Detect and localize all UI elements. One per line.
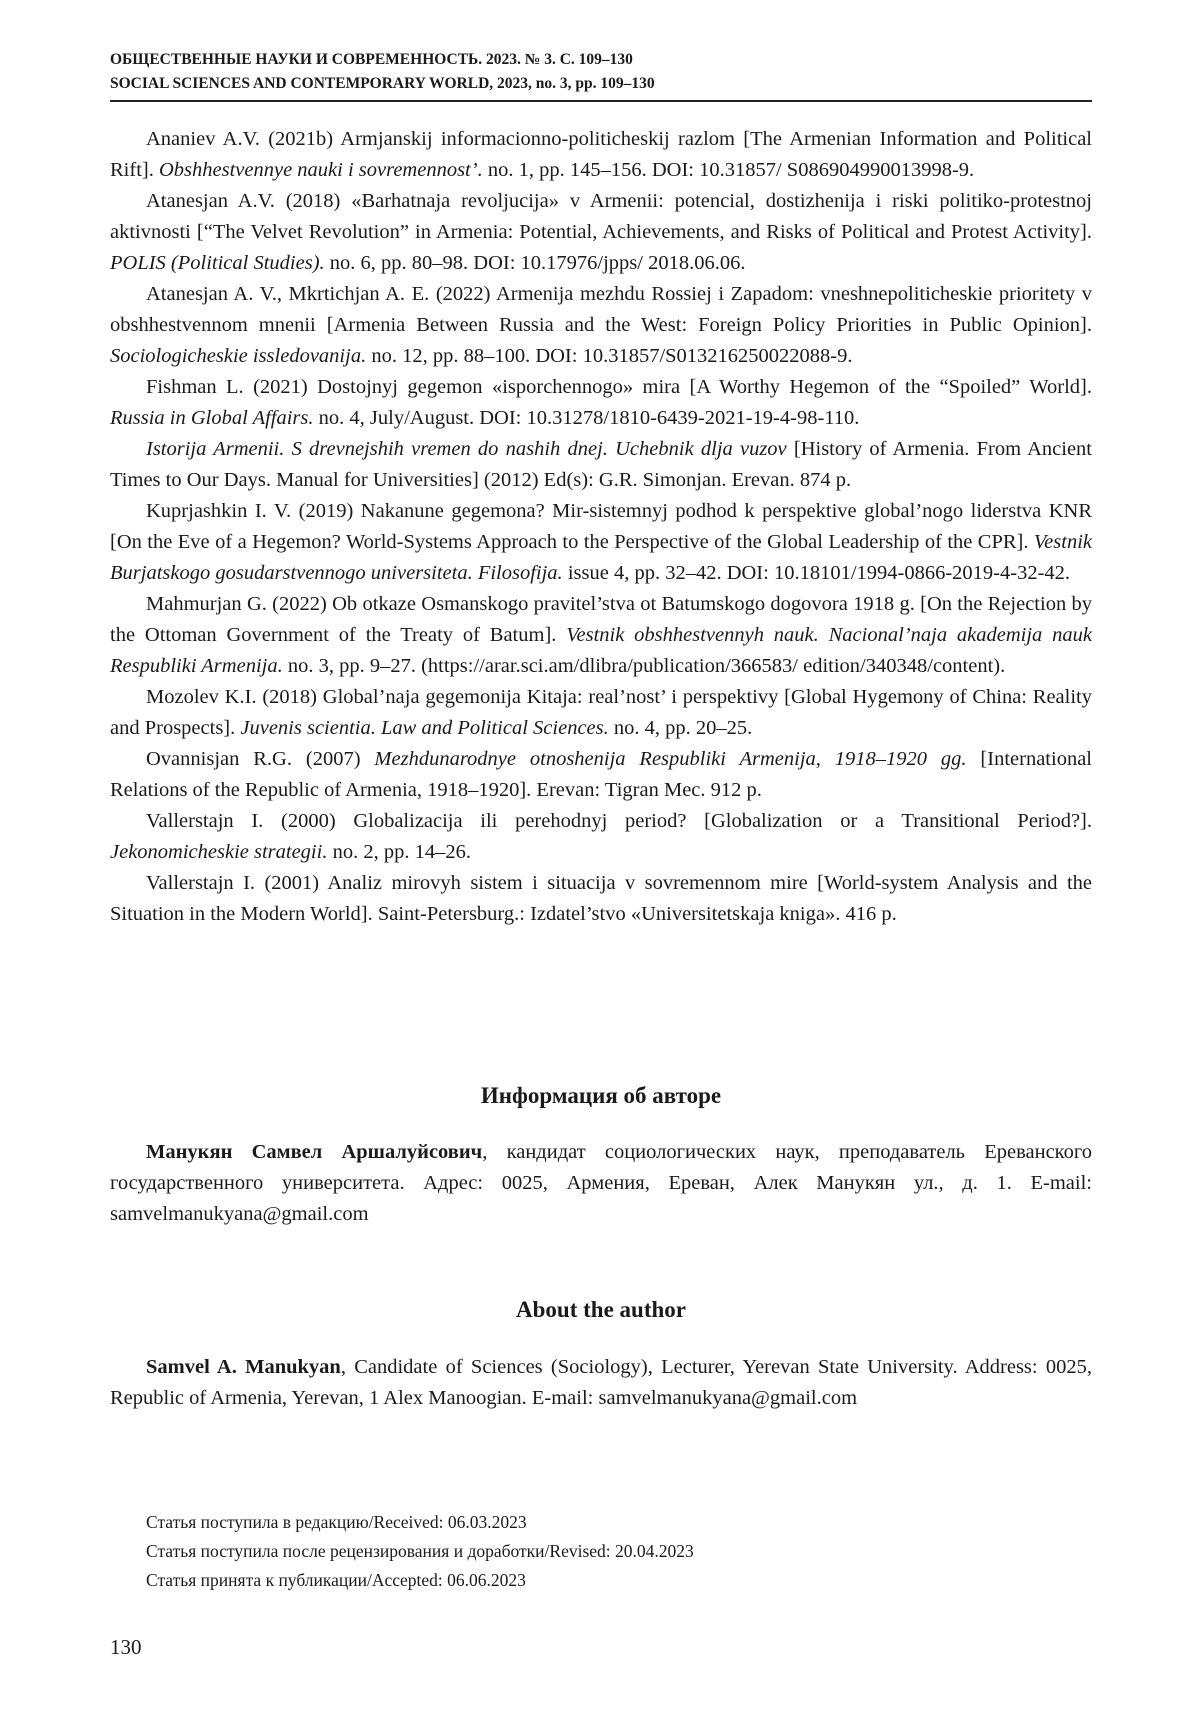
reference-item: Ananiev A.V. (2021b) Armjanskij informacionno-politicheskij razlom [The Armenian Information and Political Rift]. Obshhestvennye nauki i sovremennost’. no. 1, pp. 145–156. DOI: 10.31857/ S086904990013998-9. xyxy=(110,128,1092,181)
author-info-heading-en: About the author xyxy=(516,1297,686,1322)
revised-date: Статья поступила после рецензирования и доработки/Revised: 20.04.2023 xyxy=(146,1541,694,1561)
reference-item: Istorija Armenii. S drevnejshih vremen do nashih dnej. Uchebnik dlja vuzov [History of Armenia. From Ancient Times to Our Days. Manual for Universities] (2012) Ed(s): G.R. Simonjan. Erevan. 874 p. xyxy=(110,438,1092,491)
reference-item: Mozolev K.I. (2018) Global’naja gegemonija Kitaja: real’nost’ i perspektivy [Global Hygemony of China: Reality and Prospects]. Juvenis scientia. Law and Political Sciences. no. 4, pp. 20–25. xyxy=(110,686,1092,739)
author-details-ru: , кандидат социологических наук, преподаватель Ереванского государственного университета. Адрес: 0025, Армения, Ереван, Алек Манукян ул., д. 1. E-mail: samvelmanukyana@gmail.com xyxy=(110,1141,1092,1225)
author-info-en xyxy=(110,1352,1092,1414)
author-info-ru xyxy=(110,1137,1092,1230)
received-date: Статья поступила в редакцию/Received: 06.03.2023 xyxy=(146,1512,527,1532)
author-name-ru: Манукян Самвел Аршалуйсович xyxy=(146,1141,483,1163)
author-name-en: Samvel A. Manukyan xyxy=(146,1356,341,1378)
reference-item: Vallerstajn I. (2000) Globalizacija ili perehodnyj period? [Globalization or a Transitional Period?]. Jekonomicheskie strategii. no. 2, pp. 14–26. xyxy=(110,810,1092,863)
page-number: 130 xyxy=(110,1635,142,1659)
header-line-ru: ОБЩЕСТВЕННЫЕ НАУКИ И СОВРЕМЕННОСТЬ. 2023. № 3. С. 109–130 xyxy=(110,51,633,68)
article-dates xyxy=(146,1508,694,1595)
reference-item: Atanesjan A.V. (2018) «Barhatnaja revoljucija» v Armenii: potencial, dostizhenija i riski politiko-protestnoj aktivnosti [“The Velvet Revolution” in Armenia: Potential, Achievements, and Risks of Political and Protest Activity]. POLIS (Political Studies). no. 6, pp. 80–98. DOI: 10.17976/jpps/ 2018.06.06. xyxy=(110,190,1092,274)
reference-list xyxy=(110,124,1092,930)
author-details-en: , Candidate of Sciences (Sociology), Lecturer, Yerevan State University. Address: 0025, Republic of Armenia, Yerevan, 1 Alex Manoogian. E-mail: samvelmanukyana@gmail.com xyxy=(110,1356,1092,1409)
running-header xyxy=(110,48,1092,102)
accepted-date: Статья принята к публикации/Accepted: 06.06.2023 xyxy=(146,1570,526,1590)
reference-item: Kuprjashkin I. V. (2019) Nakanune gegemona? Mir-sistemnyj podhod k perspektive global’nogo liderstva KNR [On the Eve of a Hegemon? World-Systems Approach to the Perspective of the Global Leadership of the CPR]. Vestnik Burjatskogo gosudarstvennogo universiteta. Filosofija. issue 4, pp. 32–42. DOI: 10.18101/1994-0866-2019-4-32-42. xyxy=(110,500,1092,584)
reference-item: Ovannisjan R.G. (2007) Mezhdunarodnye otnoshenija Respubliki Armenija, 1918–1920 gg. [International Relations of the Republic of Armenia, 1918–1920]. Erevan: Tigran Mec. 912 p. xyxy=(110,748,1092,801)
reference-item: Vallerstajn I. (2001) Analiz mirovyh sistem i situacija v sovremennom mire [World-system Analysis and the Situation in the Modern World]. Saint-Petersburg.: Izdatel’stvo «Universitetskaja kniga». 416 p. xyxy=(110,872,1092,925)
reference-item: Fishman L. (2021) Dostojnyj gegemon «isporchennogo» mira [A Worthy Hegemon of the “Spoiled” World]. Russia in Global Affairs. no. 4, July/August. DOI: 10.31278/1810-6439-2021-19-4-98-110. xyxy=(110,376,1092,429)
author-info-heading-ru: Информация об авторе xyxy=(480,1083,722,1108)
reference-item: Mahmurjan G. (2022) Ob otkaze Osmanskogo pravitel’stva ot Batumskogo dogovora 1918 g. [On the Rejection by the Ottoman Government of the Treaty of Batum]. Vestnik obshhestvennyh nauk. Nacional’naja akademija nauk Respubliki Armenija. no. 3, pp. 9–27. (https://arar.sci.am/dlibra/publication/366583/ edition/340348/content). xyxy=(110,593,1093,677)
reference-item: Atanesjan A. V., Mkrtichjan A. E. (2022) Armenija mezhdu Rossiej i Zapadom: vneshnepoliticheskie prioritety v obshhestvennom mnenii [Armenia Between Russia and the West: Foreign Policy Priorities in Public Opinion]. Sociologicheskie issledovanija. no. 12, pp. 88–100. DOI: 10.31857/S013216250022088-9. xyxy=(110,283,1092,367)
header-line-en: SOCIAL SCIENCES AND CONTEMPORARY WORLD, 2023, no. 3, pp. 109–130 xyxy=(110,75,655,92)
